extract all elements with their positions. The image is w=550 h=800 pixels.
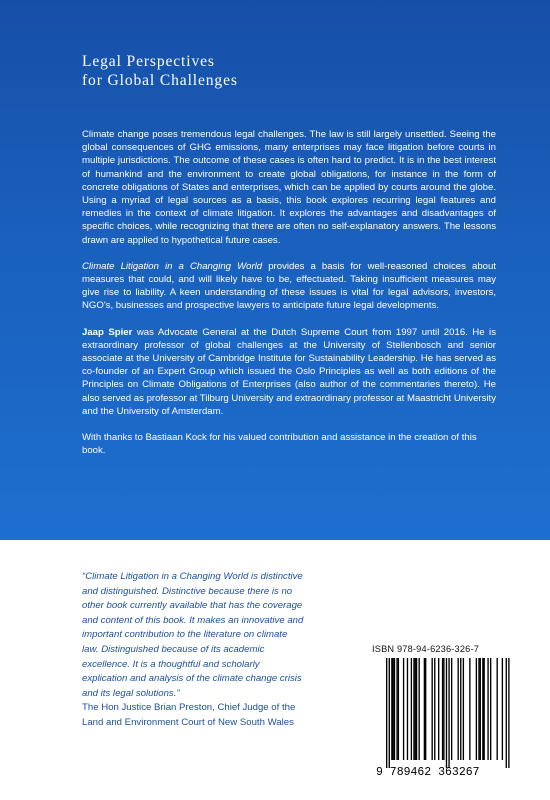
series-title	[82, 52, 238, 90]
author-name: Jaap Spier	[82, 326, 133, 338]
barcode-bar	[442, 658, 443, 760]
barcode-bar	[403, 658, 404, 760]
barcode-bar	[425, 658, 426, 760]
barcode-bar	[463, 658, 464, 760]
blurb-paragraph-2	[82, 260, 496, 313]
author-bio	[82, 326, 496, 418]
barcode-bar	[482, 658, 483, 760]
endorsement	[82, 570, 304, 731]
barcode-bar	[508, 658, 509, 768]
isbn-barcode	[374, 658, 524, 778]
barcode-bar	[413, 658, 414, 760]
barcode-bar	[487, 658, 488, 760]
barcode-bar	[386, 658, 387, 768]
book-title-italic: Climate Litigation in a Changing World	[82, 260, 263, 272]
barcode-bar	[480, 658, 481, 760]
barcode-bar	[407, 658, 408, 760]
barcode-bar	[460, 658, 461, 760]
barcode-bar	[391, 658, 392, 760]
barcode-bar	[432, 658, 433, 760]
author-bio-text: was Advocate General at the Dutch Supreme Court from 1997 until 2016. He is extraordinary professor of global challenges at the University of Stellenbosch and senior associate at the University of Cambridge Institute for Sustainability Leadership. He has served as co-founder of an Expert Group which issued the Oslo Principles as well as both editions of the Principles on Climate Obligations of Enterprises (also author of the commentaries thereto). He also served as professor at Tilburg University and extraordinary professor at Maastricht University and the University of Amsterdam.	[82, 326, 496, 417]
barcode-bar	[438, 658, 439, 760]
barcode-bar	[446, 658, 447, 768]
barcode-bar	[476, 658, 477, 760]
barcode-bar	[443, 658, 444, 760]
barcode-bar	[434, 658, 435, 760]
barcode-digits: 9 789462 363267	[376, 766, 480, 778]
blurb	[82, 128, 496, 470]
barcode-bar	[506, 658, 507, 768]
barcode-bar	[398, 658, 399, 760]
barcode-bar	[394, 658, 395, 760]
endorsement-quote: “Climate Litigation in a Changing World is distinctive and distinguished. Distinctive because there is no other book currently available that has the coverage and content of this book. It makes an innovative and important contribution to the literature on climate law. Distinguished because of its academic excellence. It is a thoughtful and scholarly explication and analysis of the climate change crisis and its legal solutions.”	[82, 571, 304, 699]
barcode-bar	[419, 658, 420, 760]
barcode-bar	[497, 658, 498, 760]
barcode-bar	[448, 658, 449, 768]
endorsement-attribution: The Hon Justice Brian Preston, Chief Judge of the Land and Environment Court of New South Wales	[82, 702, 296, 728]
blurb-paragraph-2-text: provides a basis for well-reasoned choices about measures that could, and will likely have to be, effectuated. Taking insufficient measures may give rise to liability. A keen understanding of these issues is vital for legal advisors, investors, NGO's, businesses and prospective lawyers to anticipate future legal developments.	[82, 260, 496, 312]
barcode-bar	[393, 658, 394, 760]
isbn-label: ISBN 978-94-6236-326-7	[372, 644, 480, 654]
series-title-line-2: for Global Challenges	[82, 72, 238, 89]
barcode-bar	[484, 658, 485, 760]
barcode-bar	[411, 658, 412, 760]
barcode-bar	[458, 658, 459, 760]
acknowledgement: With thanks to Bastiaan Kock for his valued contribution and assistance in the creation of this book.	[82, 432, 477, 457]
barcode-bar	[502, 658, 503, 760]
barcode-bar	[490, 658, 491, 760]
barcode-bar	[416, 658, 417, 760]
barcode-bar	[478, 658, 479, 760]
barcode-bar	[451, 658, 452, 760]
barcode-bar	[396, 658, 397, 760]
barcode-graphic	[374, 658, 524, 778]
blurb-paragraph-1: Climate change poses tremendous legal challenges. The law is still largely unsettled. Seeing the global consequences of GHG emissions, many enterprises may face litigation before courts in multiple jurisdictions. The outcome of these cases is often hard to predict. It is in the best interest of humankind and the environment to create global obligations, for instance in the form of concrete obligations of States and enterprises, which can be applied by courts around the globe. Using a myriad of legal sources as a basis, this book explores recurring legal features and remedies in the context of climate litigation. It explores the advantages and disadvantages of specific choices, while recognizing that there are often no self-explanatory answers. The lessons drawn are applied to hypothetical future cases.	[82, 129, 496, 246]
barcode-bar	[389, 658, 390, 768]
barcode-bar	[415, 658, 416, 760]
cover-white-panel	[0, 540, 550, 800]
barcode-bar	[469, 658, 470, 760]
barcode-bar	[424, 658, 425, 760]
series-title-line-1: Legal Perspectives	[82, 53, 215, 70]
